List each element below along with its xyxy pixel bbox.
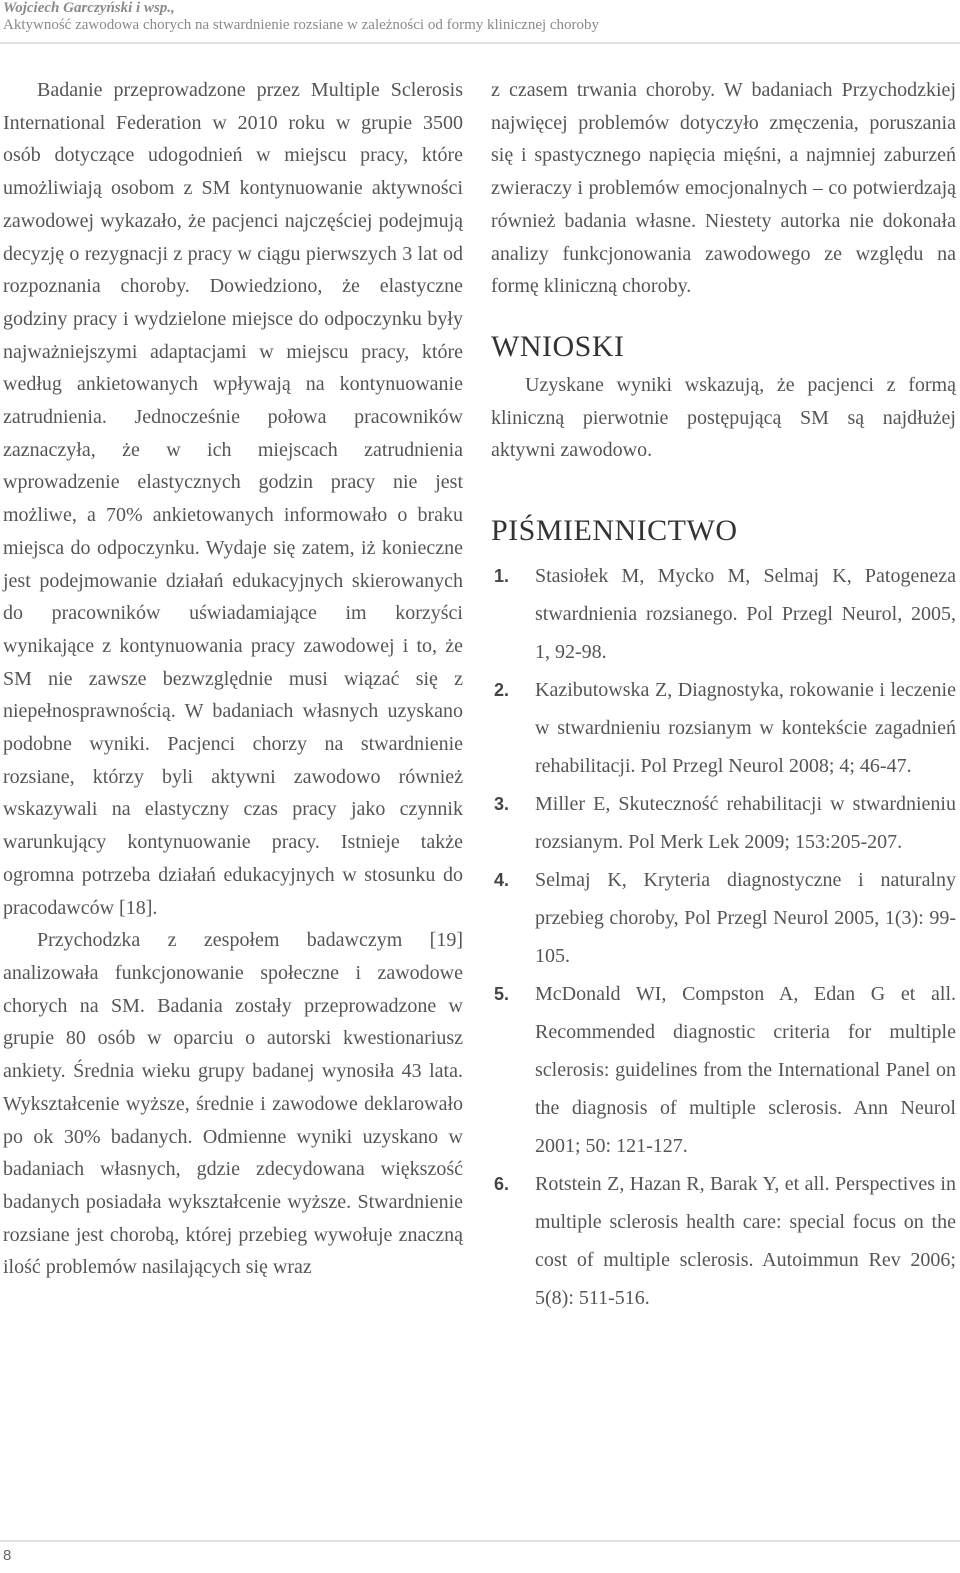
reference-number: 1. xyxy=(494,566,510,587)
reference-text: Miller E, Skuteczność rehabilitacji w stwardnieniu rozsianym. Pol Merk Lek 2009; 153:205-207. xyxy=(535,793,956,854)
reference-item xyxy=(491,671,956,785)
body-paragraph: Badanie przeprowadzone przez Multiple Sclerosis International Federation w 2010 roku w grupie 3500 osób dotyczące udogodnień w miejscu pracy, które umożliwiają osobom z SM kontynuowanie aktywności zawodowej wykazało, że pacjenci najczęściej podejmują decyzję o rezygnacji z pracy w ciągu pierwszych 3 lat od rozpoznania choroby. Dowiedziono, że elastyczne godziny pracy i wydzielone miejsce do odpoczynku były najważniejszymi adaptacjami w miejscu pracy, które według ankietowanych wpływają na kontynuowanie zatrudnienia. Jednocześnie połowa pracowników zaznaczyła, że w ich miejscach zatrudnienia wprowadzenie elastycznych godzin pracy nie jest możliwe, a 70% ankietowanych informowało o braku miejsca do odpoczynku. Wydaje się zatem, iż konieczne jest podejmowanie działań edukacyjnych skierowanych do pracowników uświadamiające im korzyści wynikające z kontynuowania pracy zawodowej i to, że SM nie zawsze bezwzględnie musi wiązać się z niepełnosprawnością. W badaniach własnych uzyskano podobne wyniki. Pacjenci chorzy na stwardnienie rozsiane, którzy byli aktywni zawodowo również wskazywali na elastyczny czas pracy jako czynnik warunkujący kontynuowanie pracy. Istnieje także ogromna potrzeba działań edukacyjnych w stosunku do pracodawców [18]. xyxy=(3,79,463,919)
reference-item xyxy=(491,861,956,975)
reference-number: 2. xyxy=(494,680,510,701)
reference-text: McDonald WI, Compston A, Edan G et all. Recommended diagnostic criteria for multiple sclerosis: guidelines from the International Panel on the diagnosis of multiple sclerosis. Ann Neurol 2001; 50: 121-127. xyxy=(535,983,956,1158)
running-header xyxy=(3,0,953,40)
reference-number: 3. xyxy=(494,794,510,815)
body-paragraph: Przychodzka z zespołem badawczym [19] analizowała funkcjonowanie społeczne i zawodowe chorych na SM. Badania zostały przeprowadzone w grupie 80 osób w oparciu o autorski kwestionariusz ankiety. Średnia wieku grupy badanej wynosiła 43 lata. Wykształcenie wyższe, średnie i zawodowe deklarowało po ok 30% badanych. Odmienne wyniki uzyskano w badaniach własnych, gdzie zdecydowana większość badanych posiadała wykształcenie wyższe. Stwardnienie rozsiane jest chorobą, której przebieg wywołuje znaczną ilość problemów nasilających się wraz xyxy=(3,929,463,1279)
reference-text: Kazibutowska Z, Diagnostyka, rokowanie i leczenie w stwardnieniu rozsianym w kontekście zagadnień rehabilitacji. Pol Przegl Neurol 2008; 4; 46-47. xyxy=(535,679,956,778)
footer-divider xyxy=(0,1540,960,1542)
reference-number: 6. xyxy=(494,1174,510,1195)
reference-text: Rotstein Z, Hazan R, Barak Y, et all. Perspectives in multiple sclerosis health care: special focus on the cost of multiple sclerosis. Autoimmun Rev 2006; 5(8): 511-516. xyxy=(535,1173,956,1310)
reference-item xyxy=(491,975,956,1165)
header-article-title: Aktywność zawodowa chorych na stwardnienie rozsiane w zależności od formy klinicznej choroby xyxy=(3,17,600,33)
page-number: 8 xyxy=(3,1547,12,1564)
left-column xyxy=(3,74,463,1284)
reference-list xyxy=(491,557,956,1317)
header-divider xyxy=(0,42,960,44)
conclusions-heading: WNIOSKI xyxy=(491,329,625,363)
reference-item xyxy=(491,1165,956,1317)
header-authors: Wojciech Garczyński i wsp., xyxy=(3,0,175,16)
references-heading: PIŚMIENNICTWO xyxy=(491,514,738,548)
reference-text: Selmaj K, Kryteria diagnostyczne i naturalny przebieg choroby, Pol Przegl Neurol 2005, 1(3): 99-105. xyxy=(535,869,956,968)
reference-item xyxy=(491,557,956,671)
body-paragraph-continued: z czasem trwania choroby. W badaniach Przychodzkiej najwięcej problemów dotyczyło zmęczenia, poruszania się i spastycznego napięcia mięśni, a najmniej zaburzeń zwieraczy i problemów emocjonalnych – co potwierdzają również badania własne. Niestety autorka nie dokonała analizy funkcjonowania zawodowego ze względu na formę kliniczną choroby. xyxy=(491,79,956,298)
reference-item xyxy=(491,785,956,861)
right-column xyxy=(491,74,956,1317)
reference-number: 5. xyxy=(494,984,510,1005)
reference-text: Stasiołek M, Mycko M, Selmaj K, Patogeneza stwardnienia rozsianego. Pol Przegl Neurol, 2005, 1, 92-98. xyxy=(535,565,956,664)
conclusions-text: Uzyskane wyniki wskazują, że pacjenci z formą kliniczną pierwotnie postępującą SM są najdłużej aktywni zawodowo. xyxy=(491,373,956,462)
reference-number: 4. xyxy=(494,870,510,891)
